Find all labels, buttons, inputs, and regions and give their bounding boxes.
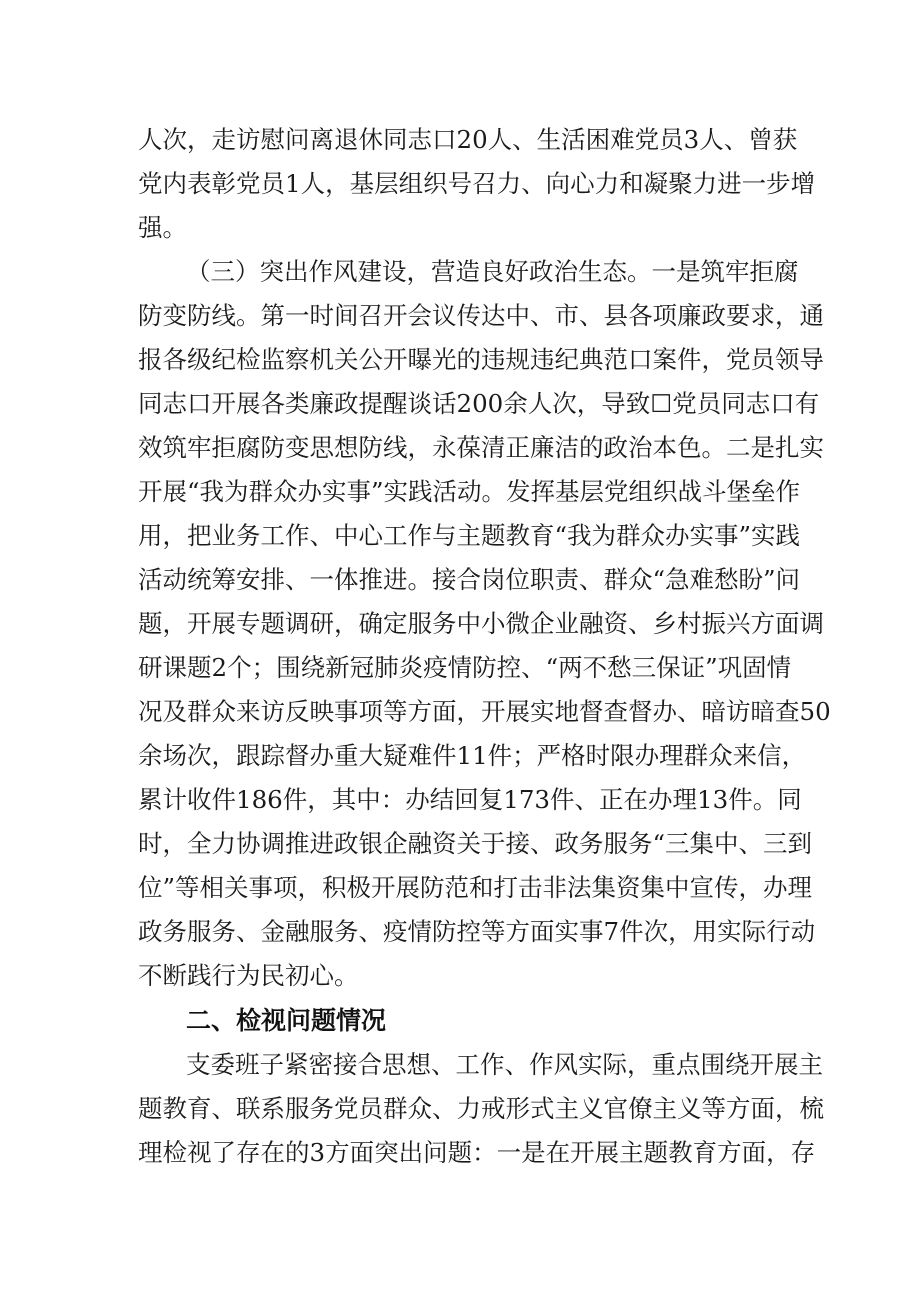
section-heading: 二、检视问题情况 [186,1006,387,1035]
paragraph-2-line-2: 防变防线。第一时间召开会议传达中、市、县各项廉政要求，通 [138,301,824,330]
paragraph-2-line-1: （三）突出作风建设，营造良好政治生态。一是筑牢拒腐 [186,257,799,286]
paragraph-2-line-12: 余场次，跟踪督办重大疑难件11件；严格时限办理群众来信， [138,741,807,770]
paragraph-3-line-2: 题教育、联系服务党员群众、力戒形式主义官僚主义等方面，梳 [138,1094,824,1123]
paragraph-2-line-10: 研课题2个；围绕新冠肺炎疫情防控、“两不愁三保证”巩固情 [138,653,792,682]
paragraph-2-line-14: 时，全力协调推进政银企融资关于接、政务服务“三集中、三到 [138,829,813,858]
paragraph-3-line-1: 支委班子紧密接合思想、工作、作风实际，重点围绕开展主 [186,1050,823,1079]
paragraph-2-line-6: 开展“我为群众办实事”实践活动。发挥基层党组织战斗堡垒作 [138,477,801,506]
paragraph-1-line-2: 党内表彰党员1人，基层组织号召力、向心力和凝聚力进一步增 [138,169,816,198]
paragraph-2-line-16: 政务服务、金融服务、疫情防控等方面实事7件次，用实际行动 [138,917,816,946]
paragraph-1-line-3: 强。 [138,213,187,242]
paragraph-2-line-11: 况及群众来访反映事项等方面，开展实地督查督办、暗访暗查50 [138,697,831,726]
paragraph-2-line-17: 不断践行为民初心。 [138,961,359,990]
paragraph-1-line-1: 人次，走访慰问离退休同志口20人、生活困难党员3人、曾获 [138,125,798,154]
paragraph-2-line-3: 报各级纪检监察机关公开曝光的违规违纪典范口案件，党员领导 [138,345,824,374]
paragraph-2-line-5: 效筑牢拒腐防变思想防线，永葆清正廉洁的政治本色。二是扎实 [138,433,824,462]
paragraph-2-line-13: 累计收件186件，其中：办结回复173件、正在办理13件。同 [138,785,802,814]
paragraph-3-line-3: 理检视了存在的3方面突出问题：一是在开展主题教育方面，存 [138,1138,816,1167]
paragraph-2-line-4: 同志口开展各类廉政提醒谈话200余人次，导致☐党员同志口有 [138,389,820,418]
paragraph-2-line-9: 题，开展专题调研，确定服务中小微企业融资、乡村振兴方面调 [138,609,824,638]
paragraph-2-line-7: 用，把业务工作、中心工作与主题教育“我为群众办实事”实践 [138,521,801,550]
paragraph-2-line-8: 活动统筹安排、一体推进。接合岗位职责、群众“急难愁盼”问 [138,565,801,594]
paragraph-2-line-15: 位”等相关事项，积极开展防范和打击非法集资集中宣传，办理 [138,873,813,902]
